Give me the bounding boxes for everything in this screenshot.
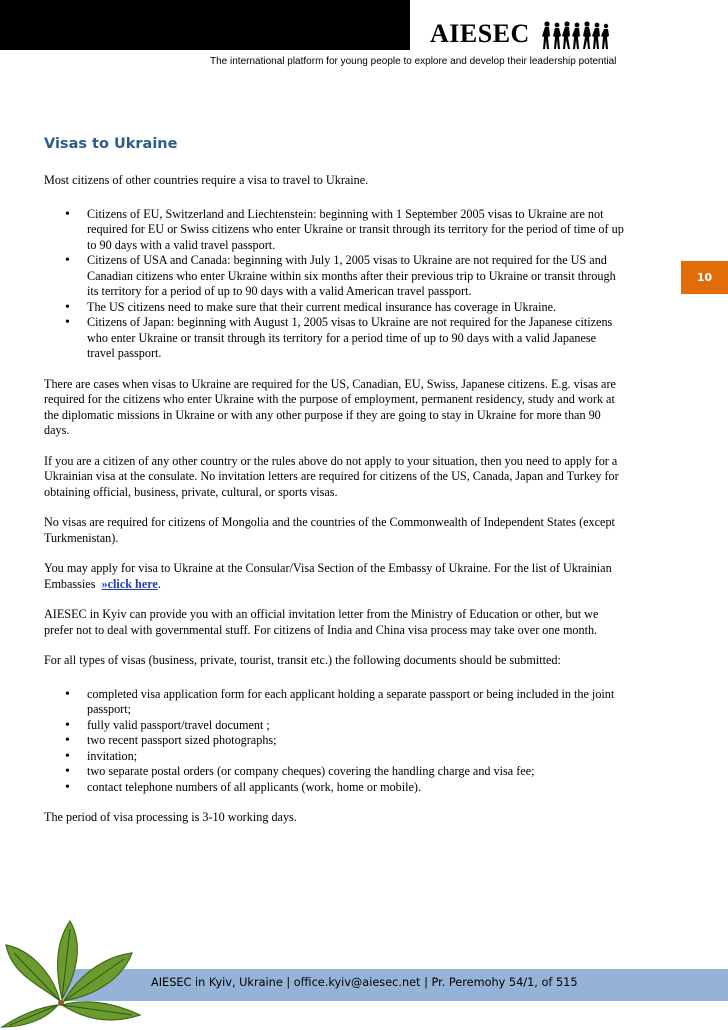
list-item: • Citizens of Japan: beginning with August 1, 2005 visas to Ukraine are not required for the Japanese citizens who enter Ukraine or transit through its territory for a period time of up to 90 days with a valid Japanese travel passport. [87,315,624,362]
list-item: • Citizens of EU, Switzerland and Liechtenstein: beginning with 1 September 2005 visas to Ukraine are not required for EU or Swiss citizens who enter Ukraine or transit through its territory for the period of time of up to 90 days with a valid travel passport. [87,207,624,254]
list-item: • invitation; [87,749,624,765]
footer-contact: AIESEC in Kyiv, Ukraine | office.kyiv@aiesec.net | Pr. Peremohy 54/1, of 515 [151,976,578,989]
embassy-text: You may apply for visa to Ukraine at the Consular/Visa Section of the Embassy of Ukraine. For the list of Ukrainian Embassies [44,561,612,591]
embassies-link[interactable]: »click here [101,576,158,591]
list-item: • contact telephone numbers of all applicants (work, home or mobile). [87,780,624,796]
list-item: • two recent passport sized photographs; [87,733,624,749]
intro-paragraph: Most citizens of other countries require a visa to travel to Ukraine. [44,173,369,187]
chestnut-leaf-icon [0,915,150,1030]
aiesec-paragraph: AIESEC in Kyiv can provide you with an official invitation letter from the Ministry of Education or other, but we prefer not to deal with governmental stuff. For citizens of India and China visa process may take over one month. [44,607,599,637]
list-item: • two separate postal orders (or company cheques) covering the handling charge and visa fee; [87,764,624,780]
embassy-text-end: . [157,576,161,591]
visa-rules-list [44,207,624,362]
header-tagline: The international platform for young people to explore and develop their leadership potential [210,56,617,67]
page-title: Visas to Ukraine [44,136,178,152]
documents-list [44,687,624,796]
list-item: • The US citizens need to make sure that their current medical insurance has coverage in Ukraine. [87,300,624,316]
other-countries-paragraph: If you are a citizen of any other country or the rules above do not apply to your situation, then you need to apply for a Ukrainian visa at the consulate. No invitation letters are required for citizens of the US, Canada, Japan and Turkey for obtaining official, business, private, cultural, or sports visas. [44,453,619,499]
list-item: • Citizens of USA and Canada: beginning with July 1, 2005 visas to Ukraine are not required for the US and Canadian citizens who enter Ukraine within six months after their previous trip to Ukraine or transit through its territory for a period of up to 90 days with a valid American travel passport. [87,253,624,300]
page-number-tab: 10 [681,261,728,294]
document-body [44,173,624,841]
documents-paragraph: For all types of visas (business, private, tourist, transit etc.) the following documents should be submitted: [44,653,561,667]
cis-paragraph: No visas are required for citizens of Mongolia and the countries of the Commonwealth of Independent States (except Turkmenistan). [44,515,615,545]
cases-paragraph: There are cases when visas to Ukraine are required for the US, Canadian, EU, Swiss, Japanese citizens. E.g. visas are required for the citizens who enter Ukraine with the purpose of employment, permanent residency, study and work at the diplomatic missions in Ukraine or with any other purpose if they are going to stay in Ukraine for more than 90 days. [44,376,616,437]
processing-paragraph: The period of visa processing is 3-10 working days. [44,810,297,824]
list-item: • completed visa application form for each applicant holding a separate passport or being included in the joint passport; [87,687,624,718]
embassy-paragraph [44,561,624,592]
logo-text: AIESEC [430,19,530,48]
list-item: • fully valid passport/travel document ; [87,718,624,734]
aiesec-logo [430,18,610,50]
people-silhouettes-icon [542,20,610,50]
